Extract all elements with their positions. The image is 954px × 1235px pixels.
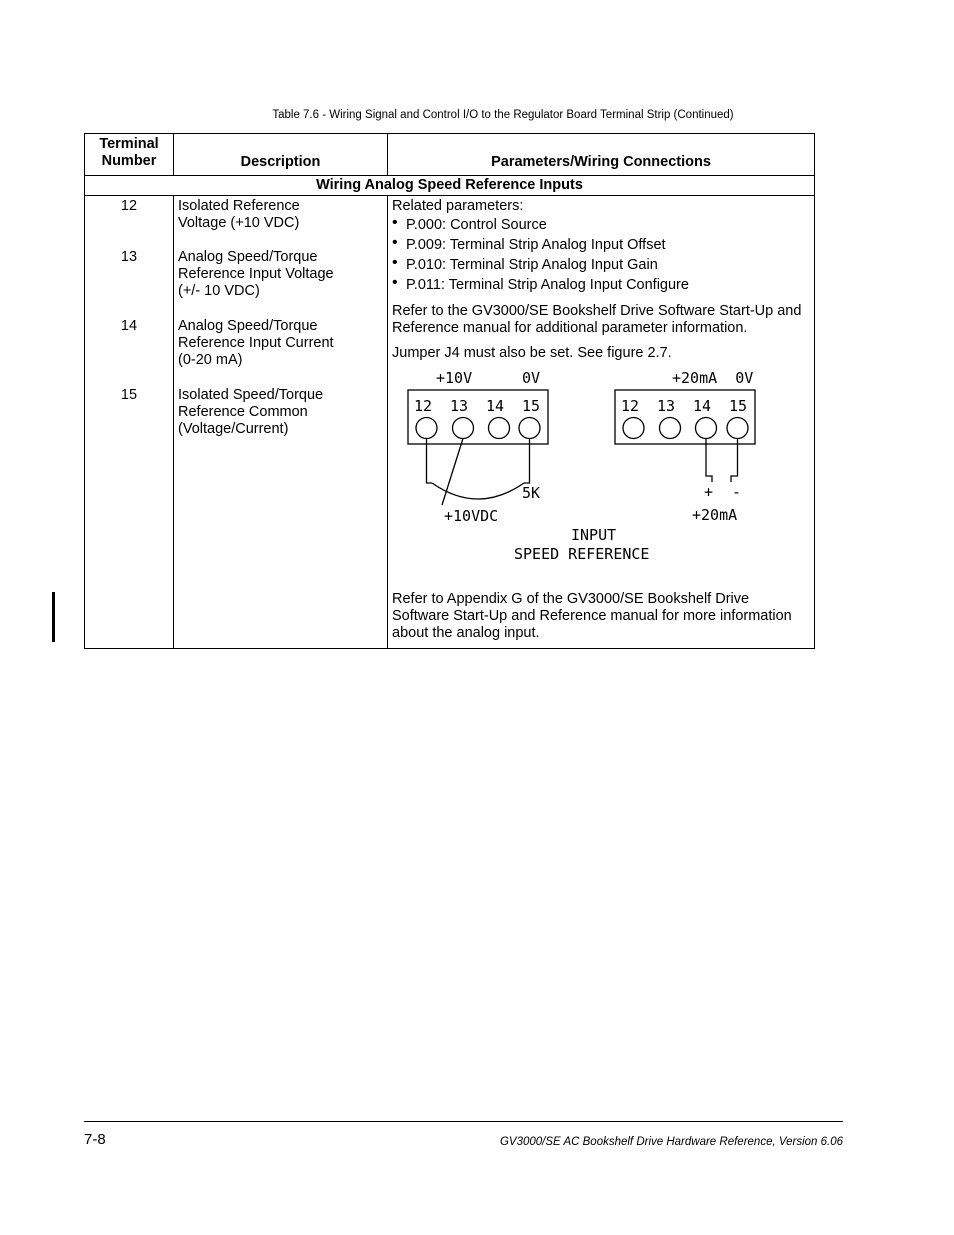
list-item: • P.000: Control Source bbox=[392, 215, 808, 235]
terminal-label: 15 bbox=[729, 397, 748, 415]
related-parameters-intro: Related parameters: bbox=[392, 198, 524, 214]
terminal-screw bbox=[660, 418, 681, 439]
table-caption: Table 7.6 - Wiring Signal and Control I/O to the Regulator Board Terminal Strip (Continued) bbox=[272, 109, 734, 121]
terminal-label: 14 bbox=[693, 397, 712, 415]
terminal-number: 15 bbox=[120, 387, 138, 403]
wire bbox=[427, 439, 433, 484]
wire bbox=[524, 439, 530, 484]
label-plus-10v: +10V bbox=[436, 370, 473, 387]
terminal-description: Isolated Reference Voltage (+10 VDC) bbox=[178, 198, 300, 231]
terminal-screw bbox=[696, 418, 717, 439]
terminal-label: 15 bbox=[522, 397, 541, 415]
label-0v: 0V bbox=[522, 370, 541, 387]
diagram-caption-speed-reference: SPEED REFERENCE bbox=[514, 545, 650, 563]
document-title: GV3000/SE AC Bookshelf Drive Hardware Reference, Version 6.06 bbox=[499, 1136, 843, 1148]
page-number: 7-8 bbox=[84, 1131, 106, 1148]
terminal-screw bbox=[489, 418, 510, 439]
table-row bbox=[85, 196, 815, 649]
appendix-paragraph: Refer to Appendix G of the GV3000/SE Bookshelf Drive Software Start-Up and Reference manual for more information about the analog input. bbox=[392, 591, 792, 641]
parameter-list bbox=[392, 215, 808, 295]
parameters-cell bbox=[388, 196, 815, 649]
footer-rule bbox=[84, 1121, 843, 1122]
terminal-description: Analog Speed/Torque Reference Input Current (0-20 mA) bbox=[178, 318, 334, 368]
terminal-screw bbox=[453, 418, 474, 439]
jumper-note: Jumper J4 must also be set. See figure 2.7. bbox=[392, 345, 672, 361]
wiring-diagram-svg bbox=[392, 370, 802, 575]
label-20ma-0v: +20mA 0V bbox=[672, 370, 754, 387]
terminal-label: 12 bbox=[414, 397, 433, 415]
label-5k: 5K bbox=[522, 484, 541, 502]
terminal-screw bbox=[727, 418, 748, 439]
terminal-screw bbox=[519, 418, 540, 439]
terminal-label: 13 bbox=[450, 397, 469, 415]
terminal-number: 14 bbox=[120, 318, 138, 334]
list-item: • P.009: Terminal Strip Analog Input Offset bbox=[392, 235, 808, 255]
label-plus-sign: + bbox=[704, 483, 714, 501]
wiring-diagram bbox=[392, 370, 808, 579]
terminal-label: 13 bbox=[657, 397, 676, 415]
wire bbox=[731, 439, 738, 483]
header-terminal-number: Terminal Number bbox=[85, 134, 174, 176]
header-description: Description bbox=[174, 134, 388, 176]
terminal-screw bbox=[623, 418, 644, 439]
list-item: • P.011: Terminal Strip Analog Input Configure bbox=[392, 275, 808, 295]
revision-change-bar bbox=[52, 592, 55, 642]
terminal-description: Analog Speed/Torque Reference Input Voltage (+/- 10 VDC) bbox=[178, 249, 334, 299]
wiring-table bbox=[84, 133, 815, 649]
header-parameters: Parameters/Wiring Connections bbox=[388, 134, 815, 176]
wiper-wire bbox=[442, 439, 463, 506]
terminal-label: 12 bbox=[621, 397, 640, 415]
diagram-caption-input: INPUT bbox=[571, 526, 617, 544]
section-row bbox=[85, 176, 815, 196]
terminal-number: 13 bbox=[120, 249, 138, 265]
list-item: • P.010: Terminal Strip Analog Input Gain bbox=[392, 255, 808, 275]
table-header-row bbox=[85, 134, 815, 176]
label-plus-20ma: +20mA bbox=[692, 506, 738, 524]
refer-paragraph: Refer to the GV3000/SE Bookshelf Drive Software Start-Up and Reference manual for additional parameter information. bbox=[392, 303, 802, 336]
terminal-number: 12 bbox=[120, 198, 138, 214]
terminal-number-cell bbox=[85, 196, 174, 649]
label-plus-10vdc: +10VDC bbox=[444, 507, 499, 525]
description-cell bbox=[174, 196, 388, 649]
section-title: Wiring Analog Speed Reference Inputs bbox=[85, 176, 815, 196]
terminal-description: Isolated Speed/Torque Reference Common (Voltage/Current) bbox=[178, 387, 324, 437]
label-minus-sign: - bbox=[732, 483, 742, 501]
wire bbox=[706, 439, 712, 483]
terminal-screw bbox=[416, 418, 437, 439]
terminal-label: 14 bbox=[486, 397, 505, 415]
